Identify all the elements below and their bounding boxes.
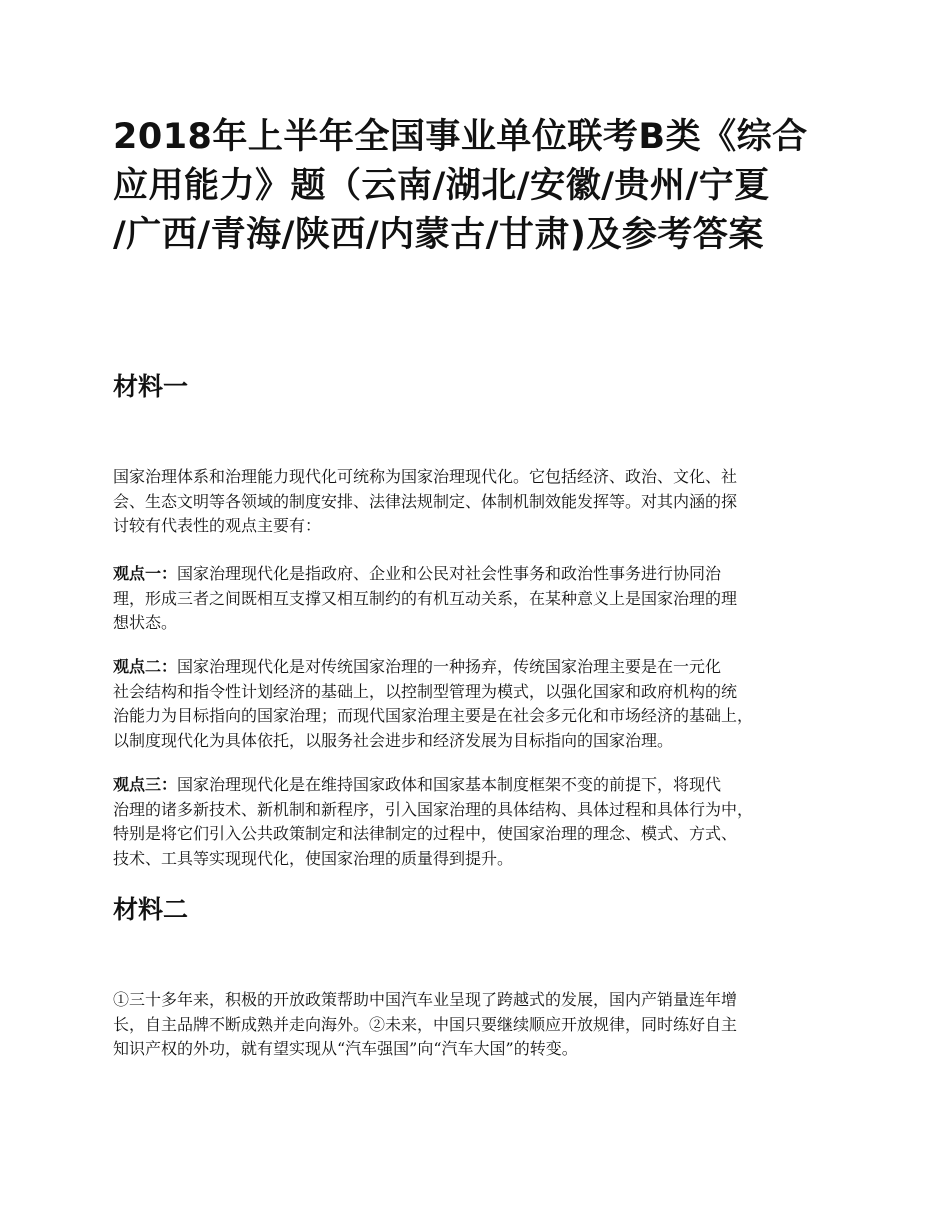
viewpoint-two-text-1: 国家治理现代化是对传统国家治理的一种扬弃，传统国家治理主要是在一元化 — [177, 657, 722, 676]
title-line-1: 2018年上半年全国事业单位联考B类《综合 — [113, 117, 808, 157]
viewpoint-one-line-3: 想状态。 — [113, 613, 178, 632]
viewpoint-one-line-2: 理，形成三者之间既相互支撑又相互制约的有机互动关系，在某种意义上是国家治理的理 — [113, 588, 738, 608]
viewpoint-three-line-4: 技术、工具等实现现代化，使国家治理的质量得到提升。 — [113, 848, 514, 868]
viewpoint-three-label: 观点三： — [113, 775, 178, 794]
viewpoint-three — [113, 773, 848, 871]
viewpoint-three-line-2: 治理的诸多新技术、新机制和新程序，引入国家治理的具体结构、具体过程和具体行为中， — [113, 799, 754, 819]
viewpoint-two-line-3: 治能力为目标指向的国家治理；而现代国家治理主要是在社会多元化和市场经济的基础上， — [113, 706, 754, 725]
viewpoint-two-line-1 — [113, 655, 848, 680]
viewpoint-one — [113, 562, 848, 636]
material-two-line-1: ①三十多年来，积极的开放政策帮助中国汽车业呈现了跨越式的发展，国内产销量连年增 — [113, 990, 738, 1009]
material-two-line-2: 长，自主品牌不断成熟并走向海外。②未来，中国只要继续顺应开放规律，同时练好自主 — [113, 1014, 738, 1034]
viewpoint-two-line-4: 以制度现代化为具体依托，以服务社会进步和经济发展为目标指向的国家治理。 — [113, 730, 674, 750]
viewpoint-one-text-1: 国家治理现代化是指政府、企业和公民对社会性事务和政治性事务进行协同治 — [177, 564, 722, 583]
title-line-3: /广西/青海/陕西/内蒙古/甘肃)及参考答案 — [113, 215, 764, 255]
viewpoint-one-label: 观点一： — [113, 564, 178, 583]
material-one-intro — [113, 465, 848, 539]
intro-line-3: 讨较有代表性的观点主要有： — [113, 516, 322, 535]
viewpoint-two — [113, 655, 848, 753]
material-one-heading: 材料一 — [113, 372, 189, 401]
viewpoint-two-label: 观点二： — [113, 657, 178, 676]
intro-line-2: 会、生态文明等各领域的制度安排、法律法规制定、体制机制效能发挥等。对其内涵的探 — [113, 491, 738, 511]
viewpoint-three-line-3: 特别是将它们引入公共政策制定和法律制定的过程中，使国家治理的理念、模式、方式、 — [113, 824, 738, 843]
material-two-line-3: 知识产权的外功，就有望实现从“汽车强国”向“汽车大国”的转变。 — [113, 1039, 578, 1058]
title-line-2: 应用能力》题（云南/湖北/安徽/贵州/宁夏 — [113, 166, 770, 206]
viewpoint-one-line-1 — [113, 562, 848, 587]
intro-line-1: 国家治理体系和治理能力现代化可统称为国家治理现代化。它包括经济、政治、文化、社 — [113, 467, 738, 486]
material-two-heading: 材料二 — [113, 895, 189, 924]
viewpoint-three-line-1 — [113, 773, 848, 798]
viewpoint-two-line-2: 社会结构和指令性计划经济的基础上，以控制型管理为模式，以强化国家和政府机构的统 — [113, 681, 738, 701]
material-two-body — [113, 988, 848, 1062]
viewpoint-three-text-1: 国家治理现代化是在维持国家政体和国家基本制度框架不变的前提下，将现代 — [177, 775, 722, 794]
document-title — [113, 113, 843, 260]
